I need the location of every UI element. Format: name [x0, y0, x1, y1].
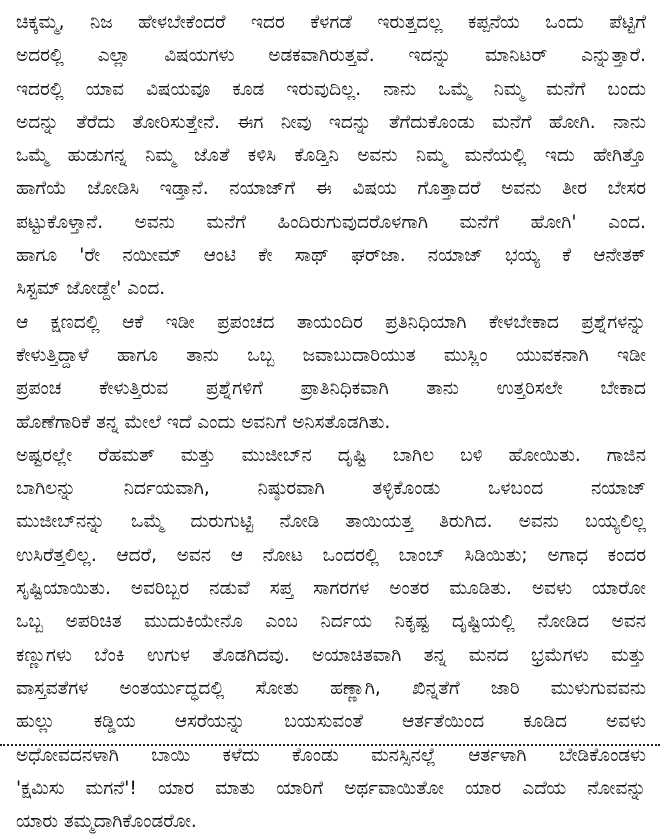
text-line: ಒಮ್ಮೆ ಹುಡುಗನ್ನ ನಿಮ್ಮ ಜೊತೆ ಕಳಿಸಿ ಕೊಡ್ತಿನಿ ಅವನು ನಿಮ್ಮ ಮನೆಯಲ್ಲಿ ಇದು ಹೇಗಿತ್ತೊ: [16, 145, 646, 167]
text-line: ಹೊಣೆಗಾರಿಕೆ ತನ್ನ ಮೇಲೆ ಇದೆ ಎಂದು ಅವನಿಗೆ ಅನಿಸತೊಡಗಿತು.: [16, 411, 391, 433]
text-line: ಪ್ರಪಂಚ ಕೇಳುತ್ತಿರುವ ಪ್ರಶ್ನೆಗಳಿಗೆ ಪ್ರಾತಿನಿಧಿಕವಾಗಿ ತಾನು ಉತ್ತರಿಸಲೇ ಬೇಕಾದ: [16, 378, 646, 400]
text-line: ಒಬ್ಬ ಅಪರಿಚಿತ ಮುದುಕಿಯೇನೊ ಎಂಬ ನಿರ್ದಯ ನಿಕೃಷ್ಟ ದೃಷ್ಟಿಯಲ್ಲಿ ನೋಡಿದ ಅವನ: [16, 611, 646, 633]
text-line: ಅಷ್ಟರಲ್ಲೇ ರೆಹಮತ್ ಮತ್ತು ಮುಜೀಬ್‌ನ ದೃಷ್ಟಿ ಬಾಗಿಲ ಬಳಿ ಹೋಯಿತು. ಗಾಜಿನ: [16, 444, 646, 466]
text-line: ಆ ಕ್ಷಣದಲ್ಲಿ ಆಕೆ ಇಡೀ ಪ್ರಪಂಚದ ತಾಯಂದಿರ ಪ್ರತಿನಿಧಿಯಾಗಿ ಕೇಳಬೇಕಾದ ಪ್ರಶ್ನೆಗಳನ್ನು: [16, 311, 646, 333]
text-line: ಅದನ್ನು ತೆರೆದು ತೋರಿಸುತ್ತೇನೆ. ಈಗ ನೀವು ಇದನ್ನು ತೆಗೆದುಕೊಂಡು ಮನೆಗೆ ಹೋಗಿ. ನಾನು: [16, 111, 646, 133]
text-line: ಯಾರು ತಮ್ಮದಾಗಿಕೊಂಡರೋ.: [16, 811, 197, 833]
text-line: ಚಿಕ್ಕಮ್ಮ, ನಿಜ ಹೇಳಬೇಕೆಂದರೆ ಇದರ ಕೆಳಗಡೆ ಇರುತ್ತದಲ್ಲ ಕಪ್ಪನೆಯ ಒಂದು ಪೆಟ್ಟಿಗೆ: [16, 12, 646, 33]
paragraph-1: [16, 6, 646, 306]
text-line: ಮುಜೀಬ್‌ನನ್ನು ಒಮ್ಮೆ ದುರುಗುಟ್ಟಿ ನೋಡಿ ತಾಯಿಯತ್ತ ತಿರುಗಿದ. ಅವನು ಬಯ್ಯಲಿಲ್ಲ: [16, 511, 646, 533]
text-line: ಕೇಳುತ್ತಿದ್ದಾಳೆ ಹಾಗೂ ತಾನು ಒಬ್ಬ ಜವಾಬುದಾರಿಯುತ ಮುಸ್ಲಿಂ ಯುವಕನಾಗಿ ಇಡೀ: [16, 344, 646, 366]
text-line: ಬಾಗಿಲನ್ನು ನಿರ್ದಯವಾಗಿ, ನಿಷ್ಠುರವಾಗಿ ತಳ್ಳಿಕೊಂಡು ಒಳಬಂದ ನಯಾಜ್: [16, 478, 646, 500]
text-line: ಸಿಸ್ಟಮ್ ಜೋಡ್ದೇ' ಎಂದ.: [16, 278, 166, 300]
text-line: ಅದರಲ್ಲಿ ಎಲ್ಲಾ ವಿಷಯಗಳು ಅಡಕವಾಗಿರುತ್ತವೆ. ಇದನ್ನು ಮಾನಿಟರ್ ಎನ್ನುತ್ತಾರೆ.: [16, 45, 646, 67]
text-line: ಸೃಷ್ಟಿಯಾಯಿತು. ಅವರಿಬ್ಬರ ನಡುವೆ ಸಪ್ತ ಸಾಗರಗಳ ಅಂತರ ಮೂಡಿತು. ಅವಳು ಯಾರೋ: [16, 578, 646, 600]
text-line: ಉಸಿರೆತ್ತಲಿಲ್ಲ. ಆದರೆ, ಅವನ ಆ ನೋಟ ಒಂದರಲ್ಲಿ ಬಾಂಬ್ ಸಿಡಿಯಿತು; ಅಗಾಧ ಕಂದರ: [16, 544, 646, 566]
text-line: ಹಾಗೆಯೆ ಜೋಡಿಸಿ ಇಡ್ತಾನೆ. ನಯಾಜ್‌ಗೆ ಈ ವಿಷಯ ಗೊತ್ತಾದರೆ ಅವನು ತೀರ ಬೇಸರ: [16, 178, 646, 200]
text-line: ಪಟ್ಟುಕೊಳ್ತಾನೆ. ಅವನು ಮನೆಗೆ ಹಿಂದಿರುಗುವುದರೊಳಗಾಗಿ ಮನೆಗೆ ಹೋಗಿ' ಎಂದ.: [16, 211, 646, 233]
text-line: ವಾಸ್ತವತೆಗಳ ಅಂತರ್ಯುದ್ಧದಲ್ಲಿ ಸೋತು ಹಣ್ಣಾಗಿ, ಖಿನ್ನತೆಗೆ ಜಾರಿ ಮುಳುಗುವವನು: [16, 677, 646, 699]
text-line: ಹುಲ್ಲು ಕಡ್ಡಿಯ ಆಸರೆಯನ್ನು ಬಯಸುವಂತೆ ಆರ್ತತೆಯಿಂದ ಕೂಡಿದ ಅವಳು: [16, 711, 646, 733]
text-line: ಕಣ್ಣುಗಳು ಬೆಂಕಿ ಉಗುಳ ತೊಡಗಿದವು. ಅಯಾಚಿತವಾಗಿ ತನ್ನ ಮನದ ಭ್ರಮೆಗಳು ಮತ್ತು: [16, 644, 646, 666]
paragraph-3: [16, 439, 646, 838]
dotted-divider: [0, 744, 660, 746]
text-line: ಹಾಗೂ 'ರೇ ನಯೀಮ್ ಆಂಟಿ ಕೇ ಸಾಥ್ ಘರ್‌ಜಾ. ನಯಾಜ್ ಭಯ್ಯ ಕೆ ಆನೇತಕ್: [16, 245, 646, 267]
text-line: 'ಕ್ಷಮಿಸು ಮಗನೆ'! ಯಾರ ಮಾತು ಯಾರಿಗೆ ಅರ್ಥವಾಯಿತೋ ಯಾರ ಎದೆಯ ನೋವನ್ನು: [16, 777, 646, 799]
text-line: ಅಧೋವದನಳಾಗಿ ಬಾಯಿ ಕಳೆದು ಕೊಂಡು ಮನಸ್ಸಿನಲ್ಲೆ ಆರ್ತಳಾಗಿ ಬೇಡಿಕೊಂಡಳು: [16, 744, 646, 766]
paragraph-2: [16, 306, 646, 439]
text-line: ಇದರಲ್ಲಿ ಯಾವ ವಿಷಯವೂ ಕೂಡ ಇರುವುದಿಲ್ಲ. ನಾನು ಒಮ್ಮೆ ನಿಮ್ಮ ಮನೆಗೆ ಬಂದು: [16, 78, 646, 100]
